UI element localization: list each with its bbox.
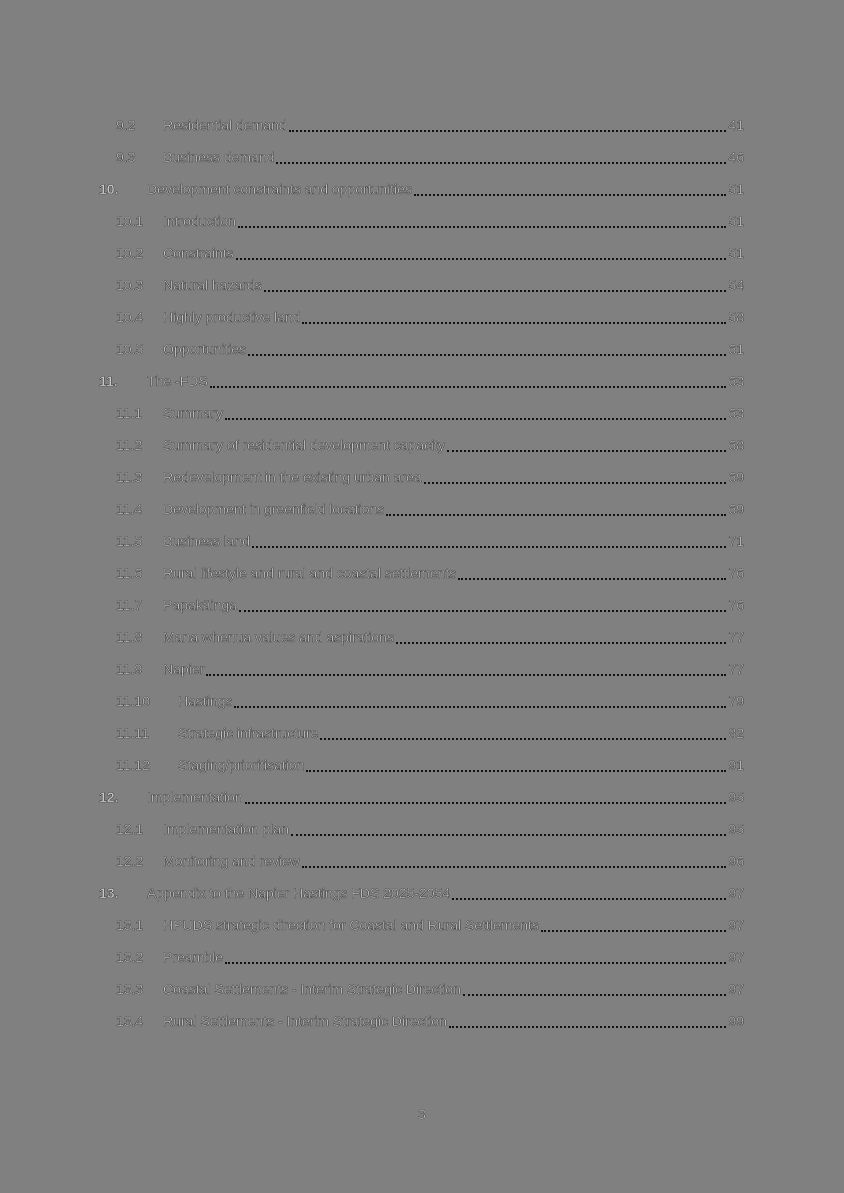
toc-chapter-entry[interactable] xyxy=(99,878,744,910)
toc-entry-title[interactable]: Coastal Settlements - Interim Strategic Direction xyxy=(163,982,461,998)
dot-leader xyxy=(234,706,726,708)
toc-entry-title[interactable]: The -FDS xyxy=(147,374,208,390)
toc-entry-page[interactable]: 76 xyxy=(728,566,744,582)
dot-leader xyxy=(302,866,727,868)
dot-leader xyxy=(276,162,726,164)
toc-entry-page[interactable]: 97 xyxy=(728,886,744,902)
toc-entry-page[interactable]: 51 xyxy=(728,246,744,262)
toc-entry-title[interactable]: Appendix to the Napier Hastings FDS 2025-2054 xyxy=(147,886,451,902)
toc-section-entry[interactable] xyxy=(99,110,744,142)
toc-entry-title[interactable]: Introduction xyxy=(163,214,236,230)
dot-leader xyxy=(245,802,727,804)
toc-entry-title[interactable]: Residential demand xyxy=(163,118,287,134)
toc-entry-number: 13.1 xyxy=(116,918,144,934)
toc-entry-number: 11.11 xyxy=(116,726,149,742)
toc-entry-number: 12.1 xyxy=(116,822,144,838)
toc-section-entry[interactable] xyxy=(99,846,744,878)
dot-leader xyxy=(248,354,726,356)
toc-entry-title[interactable]: Highly productive land xyxy=(163,310,301,326)
toc-entry-number: 13. xyxy=(99,886,119,902)
toc-entry-number: 10.4 xyxy=(116,310,144,326)
toc-entry-number: 11.2 xyxy=(116,438,143,454)
toc-entry-number: 11.5 xyxy=(116,534,143,550)
toc-section-entry[interactable] xyxy=(99,1006,744,1038)
toc-section-entry[interactable] xyxy=(99,462,744,494)
toc-section-entry[interactable] xyxy=(99,142,744,174)
toc-entry-page[interactable]: 91 xyxy=(728,758,744,774)
toc-entry-title[interactable]: Implementation xyxy=(147,790,243,806)
toc-entry-title[interactable]: Preamble xyxy=(163,950,223,966)
toc-section-entry[interactable] xyxy=(99,270,744,302)
toc-entry-title[interactable]: Papakāinga xyxy=(163,598,237,614)
toc-entry-title[interactable]: Development constraints and opportunities xyxy=(147,182,412,198)
toc-entry-page[interactable]: 77 xyxy=(728,630,744,646)
toc-entry-title[interactable]: Constraints xyxy=(163,246,234,262)
toc-entry-title[interactable]: Monitoring and review xyxy=(163,854,300,870)
toc-entry-page[interactable]: 41 xyxy=(728,118,744,134)
toc-entry-page[interactable]: 97 xyxy=(728,950,744,966)
toc-entry-title[interactable]: Summary of residential development capacity xyxy=(163,438,445,454)
toc-entry-number: 10.3 xyxy=(116,278,144,294)
toc-entry-title[interactable]: Rural Settlements - Interim Strategic Direction xyxy=(163,1014,447,1030)
toc-entry-page[interactable]: 79 xyxy=(728,694,744,710)
dot-leader xyxy=(452,898,726,900)
dot-leader xyxy=(225,962,726,964)
toc-entry-page[interactable]: 51 xyxy=(728,182,744,198)
toc-entry-number: 13.4 xyxy=(116,1014,144,1030)
toc-entry-number: 13.2 xyxy=(116,950,144,966)
toc-section-entry[interactable] xyxy=(99,206,744,238)
toc-entry-page[interactable]: 95 xyxy=(728,822,744,838)
dot-leader xyxy=(236,258,727,260)
dot-leader xyxy=(206,674,726,676)
toc-section-entry[interactable] xyxy=(99,494,744,526)
toc-section-entry[interactable] xyxy=(99,334,744,366)
toc-section-entry[interactable] xyxy=(99,302,744,334)
toc-entry-page[interactable]: 61 xyxy=(728,342,744,358)
toc-section-entry[interactable] xyxy=(99,718,744,750)
dot-leader xyxy=(449,1026,727,1028)
toc-chapter-entry[interactable] xyxy=(99,174,744,206)
dot-leader xyxy=(463,994,727,996)
toc-entry-number: 10. xyxy=(99,182,119,198)
toc-section-entry[interactable] xyxy=(99,750,744,782)
toc-entry-page[interactable]: 76 xyxy=(728,598,744,614)
toc-section-entry[interactable] xyxy=(99,398,744,430)
toc-entry-page[interactable]: 51 xyxy=(728,214,744,230)
toc-entry-title[interactable]: Business demand xyxy=(163,150,275,166)
toc-entry-number: 12.2 xyxy=(116,854,144,870)
table-of-contents xyxy=(99,110,744,1038)
toc-chapter-entry[interactable] xyxy=(99,782,744,814)
toc-entry-page[interactable]: 97 xyxy=(728,918,744,934)
toc-entry-number: 10.2 xyxy=(116,246,144,262)
toc-entry-title[interactable]: Implementation plan xyxy=(163,822,289,838)
toc-entry-page[interactable]: 71 xyxy=(728,534,744,550)
toc-entry-number: 11. xyxy=(99,374,118,390)
dot-leader xyxy=(447,450,726,452)
toc-entry-title[interactable]: Natural hazards xyxy=(163,278,262,294)
dot-leader xyxy=(289,130,727,132)
toc-entry-title[interactable]: Mana whenua values and aspirations xyxy=(163,630,394,646)
toc-section-entry[interactable] xyxy=(99,942,744,974)
dot-leader xyxy=(264,290,727,292)
toc-entry-page[interactable]: 97 xyxy=(728,982,744,998)
dot-leader xyxy=(396,642,727,644)
dot-leader xyxy=(306,770,726,772)
page-number: 3 xyxy=(418,1106,426,1122)
dot-leader xyxy=(458,578,726,580)
toc-section-entry[interactable] xyxy=(99,238,744,270)
toc-entry-number: 11.4 xyxy=(116,502,143,518)
toc-section-entry[interactable] xyxy=(99,686,744,718)
toc-entry-page[interactable]: 46 xyxy=(728,150,744,166)
toc-section-entry[interactable] xyxy=(99,590,744,622)
toc-section-entry[interactable] xyxy=(99,558,744,590)
toc-entry-title[interactable]: Development in greenfield locations xyxy=(163,502,385,518)
toc-entry-title[interactable]: Business land xyxy=(163,534,251,550)
toc-entry-number: 9.2 xyxy=(116,118,136,134)
toc-entry-title[interactable]: Opportunities xyxy=(163,342,247,358)
toc-entry-page[interactable]: 77 xyxy=(728,662,744,678)
dot-leader xyxy=(252,546,726,548)
toc-entry-page[interactable]: 95 xyxy=(728,790,744,806)
toc-chapter-entry[interactable] xyxy=(99,366,744,398)
dot-leader xyxy=(225,418,726,420)
toc-section-entry[interactable] xyxy=(99,910,744,942)
toc-entry-number: 11.8 xyxy=(116,630,143,646)
toc-entry-number: 11.7 xyxy=(116,598,143,614)
toc-entry-title[interactable]: Rural lifestyle and rural and coastal settlements xyxy=(163,566,457,582)
toc-entry-number: 10.5 xyxy=(116,342,144,358)
toc-section-entry[interactable] xyxy=(99,526,744,558)
toc-entry-number: 11.6 xyxy=(116,566,143,582)
toc-entry-number: 12. xyxy=(99,790,119,806)
dot-leader xyxy=(414,194,727,196)
toc-entry-number: 10.1 xyxy=(116,214,144,230)
toc-entry-number: 11.10 xyxy=(116,694,150,710)
dot-leader xyxy=(386,514,726,516)
toc-entry-title[interactable]: Napier xyxy=(163,662,205,678)
toc-entry-page[interactable]: 69 xyxy=(728,470,744,486)
dot-leader xyxy=(424,482,727,484)
toc-entry-page[interactable]: 99 xyxy=(728,1014,744,1030)
toc-entry-page[interactable]: 63 xyxy=(728,374,744,390)
toc-section-entry[interactable] xyxy=(99,974,744,1006)
dot-leader xyxy=(541,930,727,932)
toc-section-entry[interactable] xyxy=(99,654,744,686)
toc-entry-title[interactable]: Summary xyxy=(163,406,223,422)
toc-entry-page[interactable]: 82 xyxy=(728,726,744,742)
dot-leader xyxy=(210,386,727,388)
toc-entry-title[interactable]: Strategic infrastructure xyxy=(178,726,319,742)
toc-entry-number: 13.3 xyxy=(116,982,144,998)
toc-entry-title[interactable]: Staging/prioritisation xyxy=(178,758,305,774)
dot-leader xyxy=(302,322,726,324)
toc-entry-number: 11.12 xyxy=(116,758,150,774)
dot-leader xyxy=(239,610,726,612)
toc-entry-page[interactable]: 96 xyxy=(728,854,744,870)
toc-entry-title[interactable]: HPUDS strategic direction for Coastal and Rural Settlements xyxy=(163,918,539,934)
toc-entry-number: 11.9 xyxy=(116,662,143,678)
toc-entry-title[interactable]: Redevelopment in the existing urban area xyxy=(163,470,422,486)
dot-leader xyxy=(320,738,726,740)
toc-entry-page[interactable]: 68 xyxy=(728,438,744,454)
toc-entry-number: 11.3 xyxy=(116,470,143,486)
toc-entry-page[interactable]: 69 xyxy=(728,502,744,518)
toc-entry-number: 11.1 xyxy=(116,406,143,422)
toc-section-entry[interactable] xyxy=(99,430,744,462)
toc-entry-page[interactable]: 63 xyxy=(728,406,744,422)
toc-entry-page[interactable]: 58 xyxy=(728,310,744,326)
toc-entry-number: 9.3 xyxy=(116,150,136,166)
dot-leader xyxy=(238,226,726,228)
toc-entry-page[interactable]: 54 xyxy=(728,278,744,294)
toc-section-entry[interactable] xyxy=(99,814,744,846)
dot-leader xyxy=(291,834,727,836)
toc-entry-title[interactable]: Hastings xyxy=(178,694,233,710)
toc-section-entry[interactable] xyxy=(99,622,744,654)
